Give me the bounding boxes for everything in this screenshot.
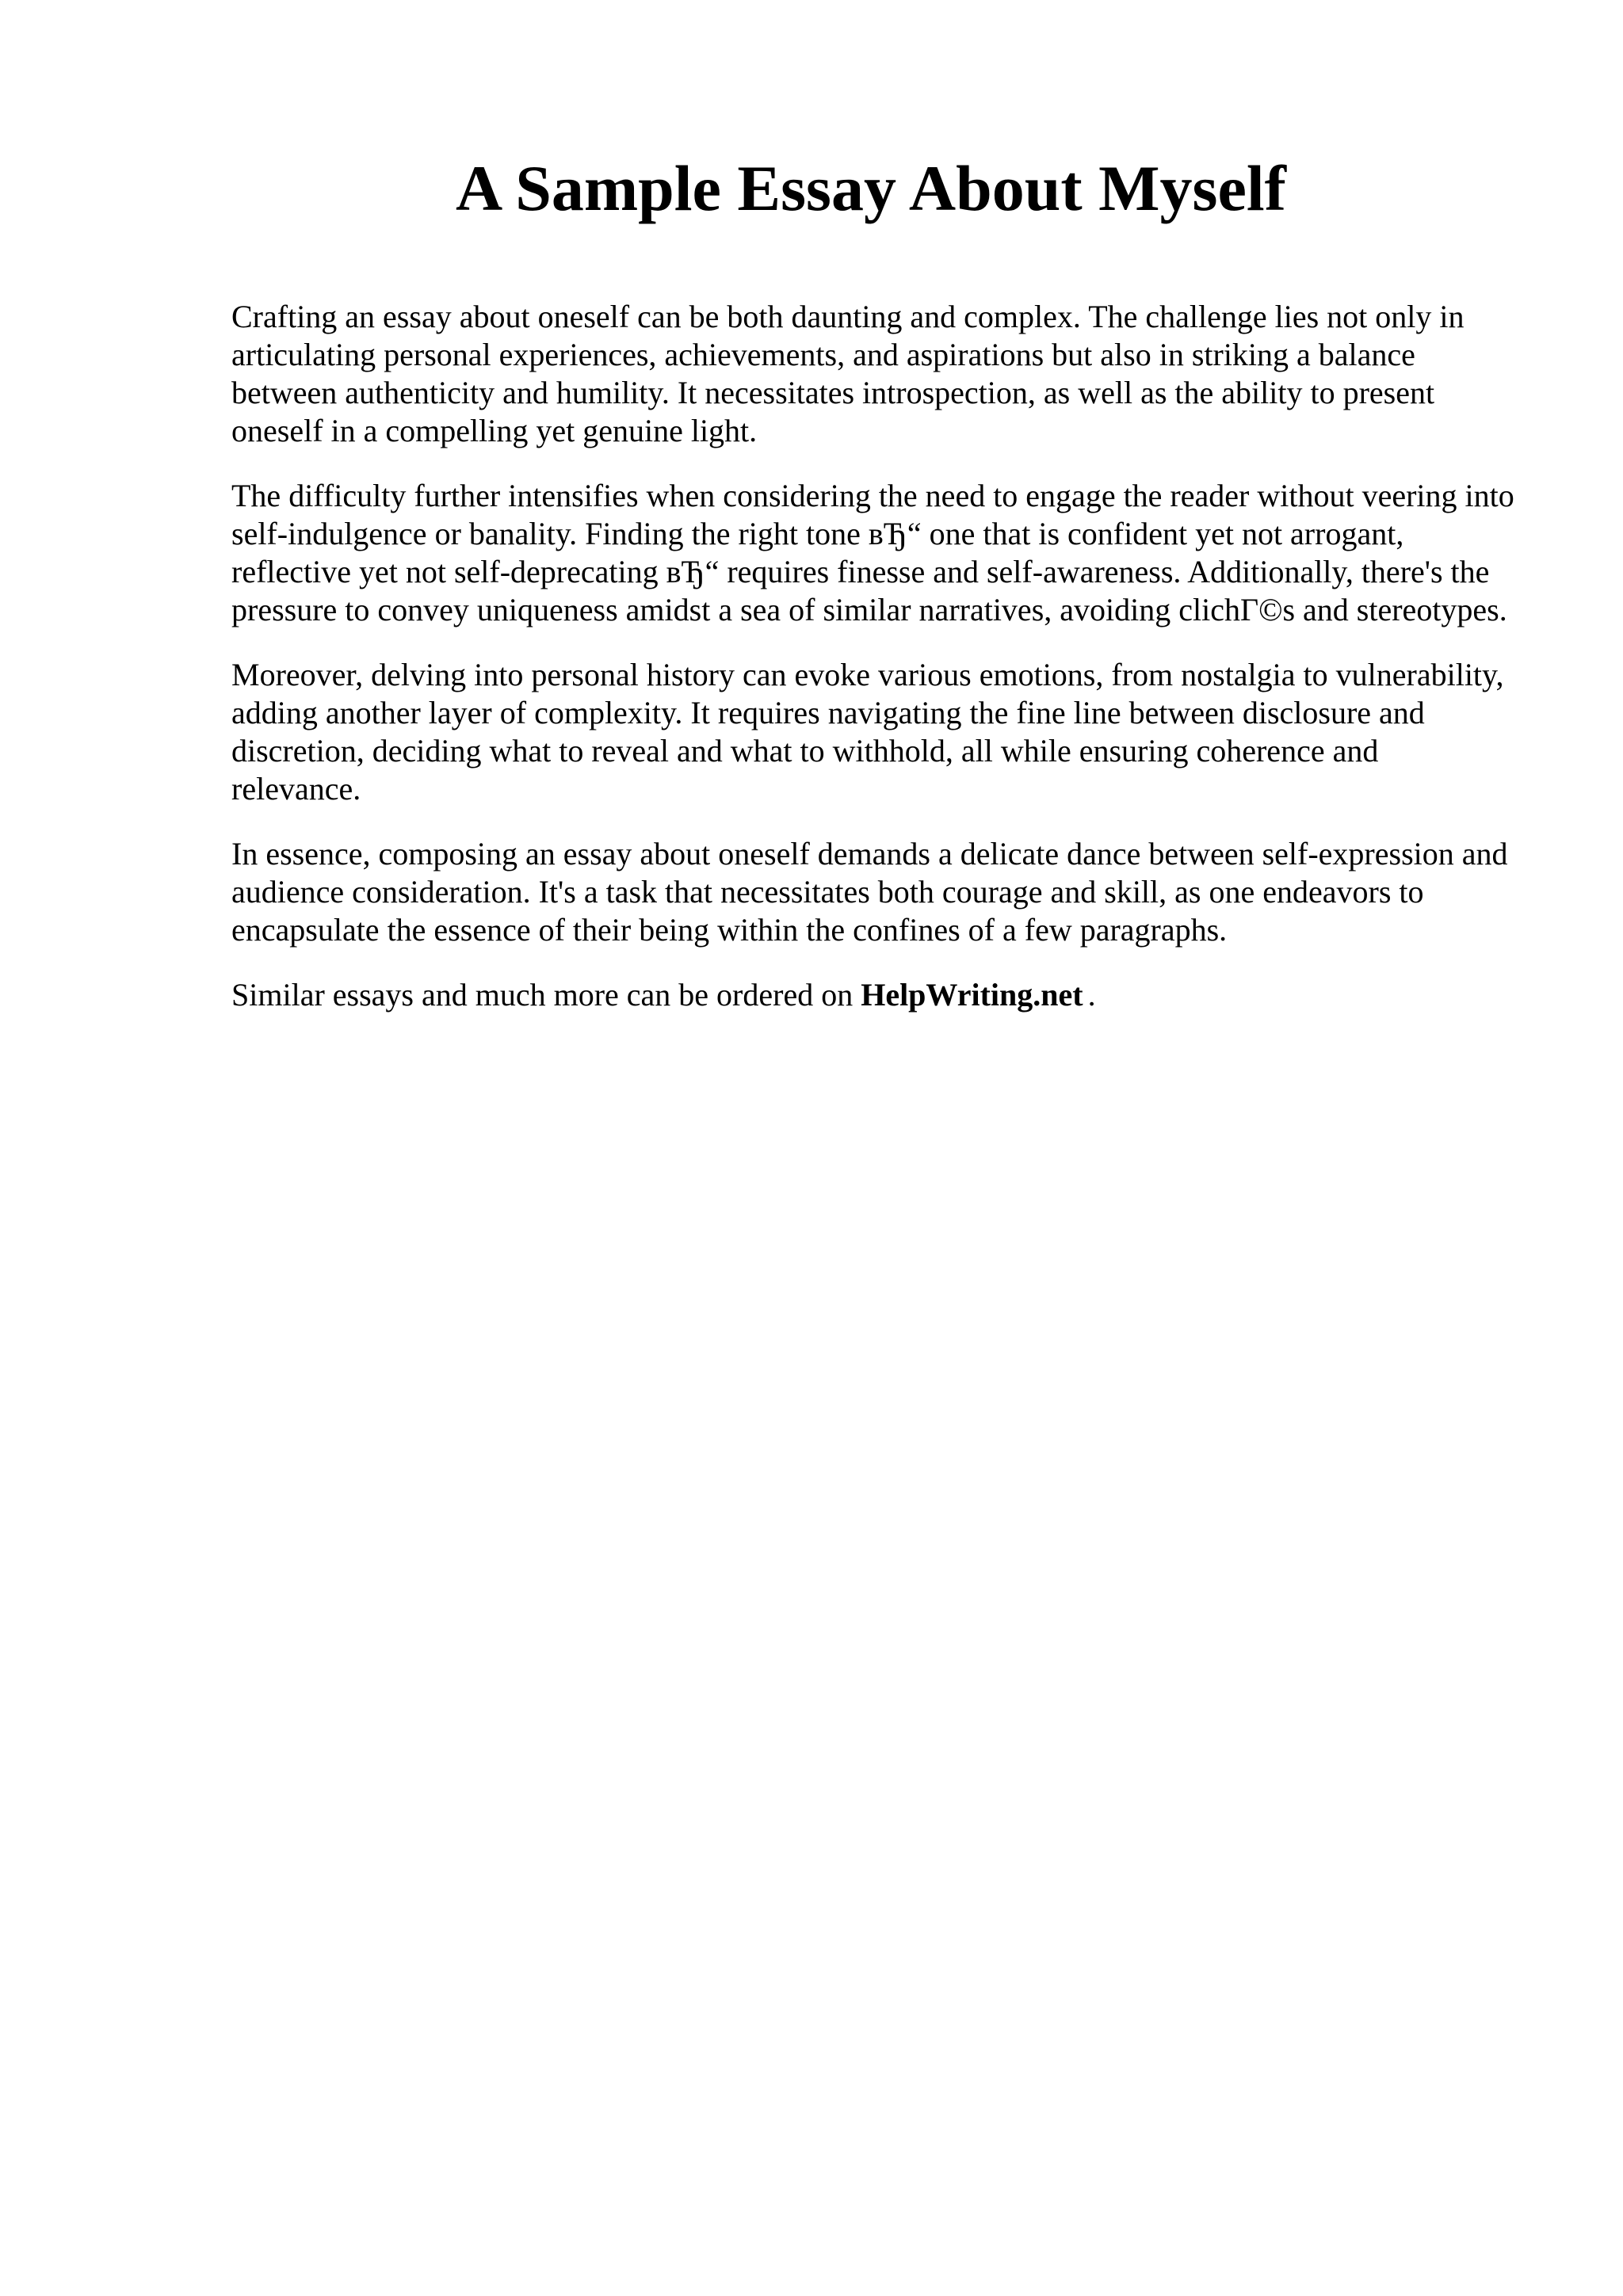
- footer-text: Similar essays and much more can be ordered on: [231, 977, 854, 1013]
- footer-line: [231, 976, 1515, 1014]
- footer-suffix: .: [1087, 977, 1096, 1013]
- document-title: A Sample Essay About Myself: [456, 152, 1286, 224]
- paragraph-3: Moreover, delving into personal history can evoke various emotions, from nostalgia to vulnerability, adding another layer of complexity. It requires navigating the fine line between disclosure and discretion, deciding what to reveal and what to withhold, all while ensuring coherence and relevance.: [231, 657, 1504, 807]
- helpwriting-link[interactable]: HelpWriting.net: [861, 977, 1083, 1013]
- paragraph-4: In essence, composing an essay about oneself demands a delicate dance between self-expression and audience consideration. It's a task that necessitates both courage and skill, as one endeavors to encapsulate the essence of their being within the confines of a few paragraphs.: [231, 836, 1508, 948]
- essay-body: [231, 298, 1515, 1014]
- paragraph-1: Crafting an essay about oneself can be both daunting and complex. The challenge lies not only in articulating personal experiences, achievements, and aspirations but also in striking a balance between authenticity and humility. It necessitates introspection, as well as the ability to present oneself in a compelling yet genuine light.: [231, 299, 1465, 448]
- paragraph-2: The difficulty further intensifies when considering the need to engage the reader without veering into self-indulgence or banality. Finding the right tone вЂ“ one that is confident yet not arrogant, reflective yet not self-deprecating вЂ“ requires finesse and self-awareness. Additionally, there's the pressure to convey uniqueness amidst a sea of similar narratives, avoiding clichГ©s and stereotypes.: [231, 478, 1514, 627]
